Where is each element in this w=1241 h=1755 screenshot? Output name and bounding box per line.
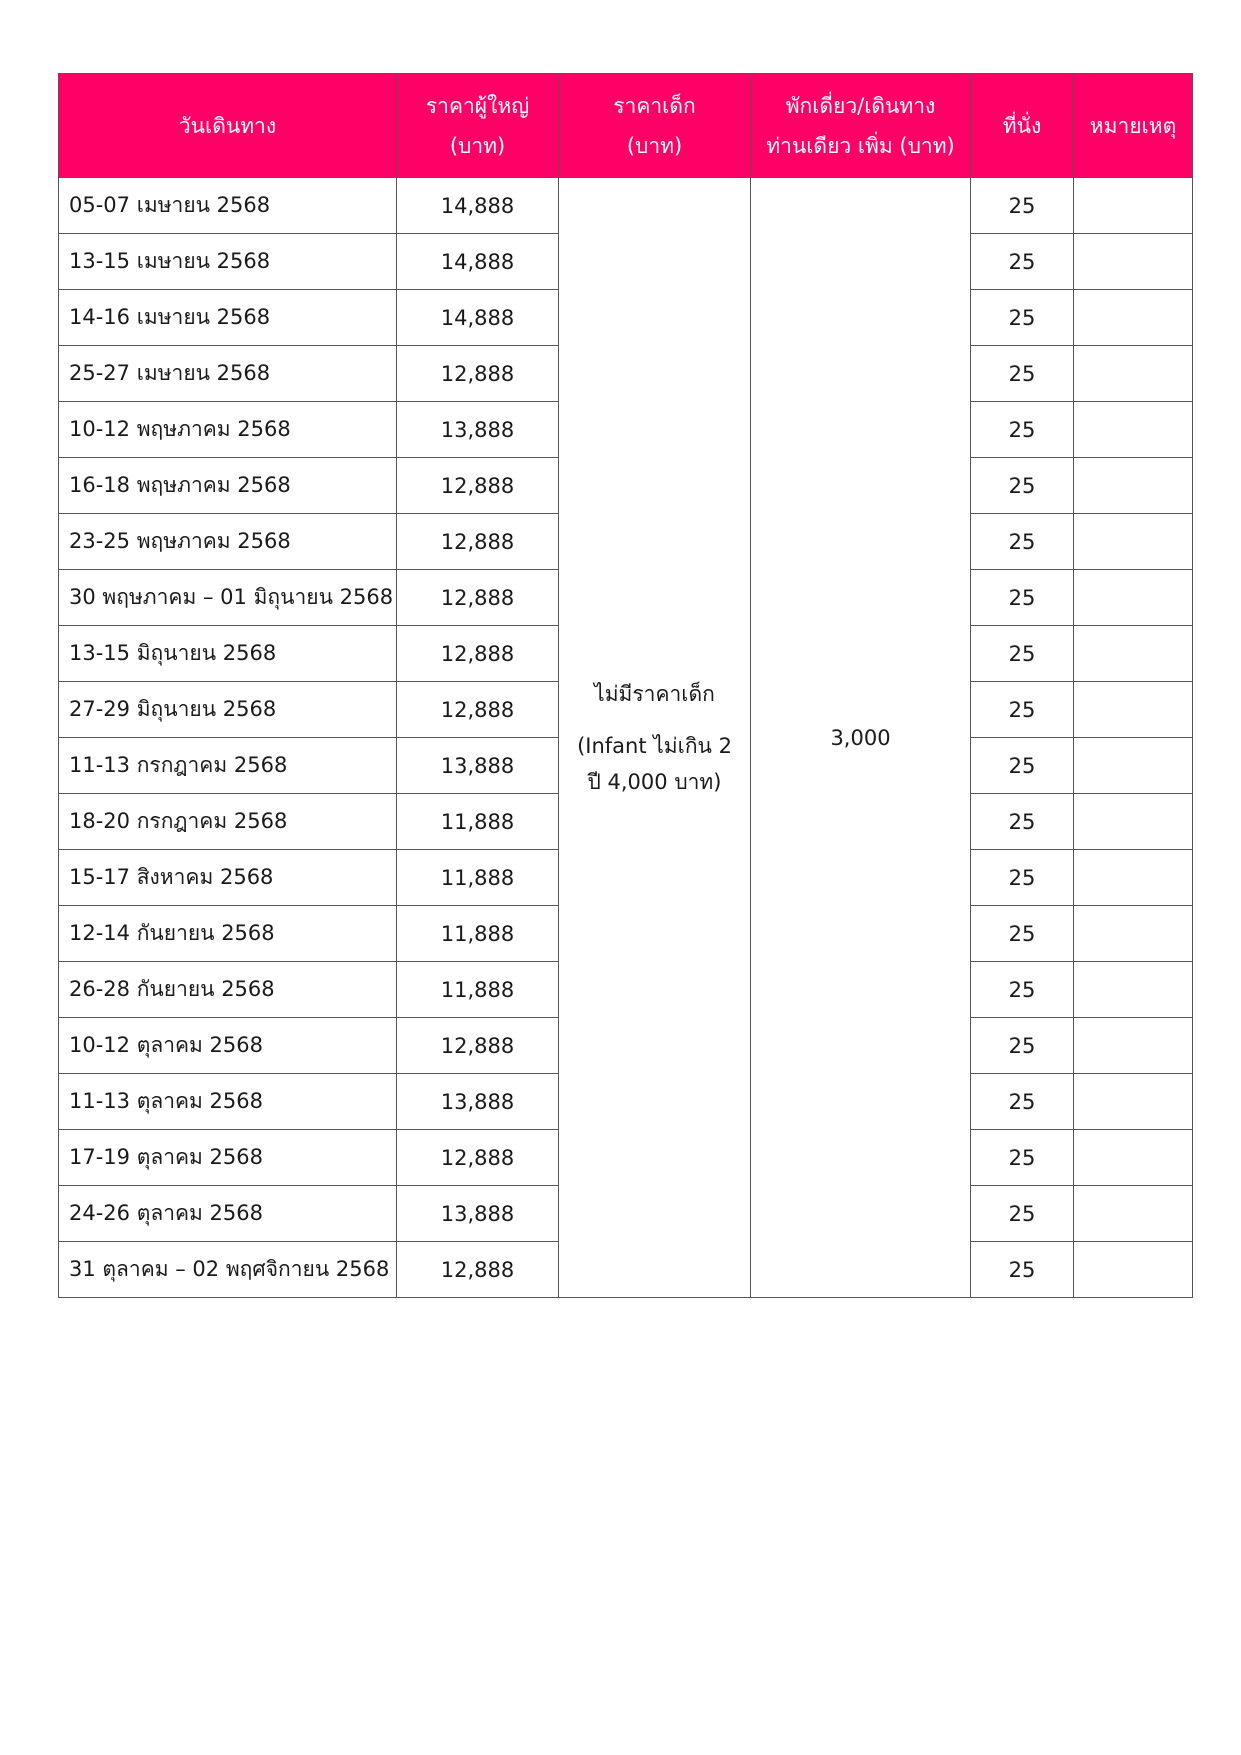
note-cell <box>1074 570 1193 626</box>
tour-price-table <box>58 73 1193 1298</box>
seats-cell: 25 <box>971 1074 1074 1130</box>
seats-cell: 25 <box>971 346 1074 402</box>
single-supplement-cell: 3,000 <box>751 178 971 1298</box>
seats-cell: 25 <box>971 290 1074 346</box>
seats-cell: 25 <box>971 1018 1074 1074</box>
note-cell <box>1074 458 1193 514</box>
travel-date-cell: 14-16 เมษายน 2568 <box>59 290 397 346</box>
note-cell <box>1074 906 1193 962</box>
header-travel-date <box>59 74 397 178</box>
adult-price-cell: 11,888 <box>397 906 559 962</box>
note-cell <box>1074 850 1193 906</box>
seats-cell: 25 <box>971 1130 1074 1186</box>
travel-date-cell: 16-18 พฤษภาคม 2568 <box>59 458 397 514</box>
child-price-cell <box>559 178 751 1298</box>
adult-price-cell: 14,888 <box>397 290 559 346</box>
travel-date-cell: 18-20 กรกฎาคม 2568 <box>59 794 397 850</box>
note-cell <box>1074 1186 1193 1242</box>
adult-price-cell: 12,888 <box>397 346 559 402</box>
travel-date-cell: 10-12 พฤษภาคม 2568 <box>59 402 397 458</box>
adult-price-cell: 12,888 <box>397 682 559 738</box>
travel-date-cell: 05-07 เมษายน 2568 <box>59 178 397 234</box>
note-cell <box>1074 1242 1193 1298</box>
travel-date-cell: 23-25 พฤษภาคม 2568 <box>59 514 397 570</box>
travel-date-cell: 12-14 กันยายน 2568 <box>59 906 397 962</box>
note-cell <box>1074 682 1193 738</box>
seats-cell: 25 <box>971 850 1074 906</box>
note-cell <box>1074 290 1193 346</box>
travel-date-cell: 27-29 มิถุนายน 2568 <box>59 682 397 738</box>
travel-date-cell: 10-12 ตุลาคม 2568 <box>59 1018 397 1074</box>
header-note-label: หมายเหตุ <box>1089 113 1177 138</box>
travel-date-cell: 25-27 เมษายน 2568 <box>59 346 397 402</box>
seats-cell: 25 <box>971 962 1074 1018</box>
note-cell <box>1074 178 1193 234</box>
adult-price-cell: 12,888 <box>397 514 559 570</box>
adult-price-cell: 14,888 <box>397 178 559 234</box>
travel-date-cell: 13-15 มิถุนายน 2568 <box>59 626 397 682</box>
adult-price-cell: 12,888 <box>397 1130 559 1186</box>
travel-date-cell: 11-13 ตุลาคม 2568 <box>59 1074 397 1130</box>
note-cell <box>1074 626 1193 682</box>
seats-cell: 25 <box>971 402 1074 458</box>
table-header <box>59 74 1193 178</box>
adult-price-cell: 12,888 <box>397 570 559 626</box>
header-adult-price-label: ราคาผู้ใหญ่ <box>425 93 530 118</box>
travel-date-cell: 11-13 กรกฎาคม 2568 <box>59 738 397 794</box>
seats-cell: 25 <box>971 794 1074 850</box>
header-child-price-unit: (บาท) <box>626 133 683 158</box>
travel-date-cell: 30 พฤษภาคม – 01 มิถุนายน 2568 <box>59 570 397 626</box>
header-adult-price-unit: (บาท) <box>449 133 506 158</box>
seats-cell: 25 <box>971 682 1074 738</box>
adult-price-cell: 13,888 <box>397 738 559 794</box>
infant-price-note: (Infant ไม่เกิน 2 ปี 4,000 บาท) <box>577 733 732 794</box>
note-cell <box>1074 794 1193 850</box>
note-cell <box>1074 234 1193 290</box>
travel-date-cell: 31 ตุลาคม – 02 พฤศจิกายน 2568 <box>59 1242 397 1298</box>
adult-price-cell: 12,888 <box>397 458 559 514</box>
adult-price-cell: 12,888 <box>397 1242 559 1298</box>
header-single-supplement <box>751 74 971 178</box>
note-cell <box>1074 738 1193 794</box>
header-note <box>1074 74 1193 178</box>
table-row <box>59 178 1193 234</box>
note-cell <box>1074 1074 1193 1130</box>
seats-cell: 25 <box>971 458 1074 514</box>
adult-price-cell: 13,888 <box>397 1186 559 1242</box>
seats-cell: 25 <box>971 570 1074 626</box>
note-cell <box>1074 962 1193 1018</box>
seats-cell: 25 <box>971 178 1074 234</box>
header-row <box>59 74 1193 178</box>
travel-date-cell: 13-15 เมษายน 2568 <box>59 234 397 290</box>
note-cell <box>1074 346 1193 402</box>
seats-cell: 25 <box>971 906 1074 962</box>
note-cell <box>1074 402 1193 458</box>
header-adult-price <box>397 74 559 178</box>
adult-price-cell: 11,888 <box>397 962 559 1018</box>
seats-cell: 25 <box>971 234 1074 290</box>
travel-date-cell: 24-26 ตุลาคม 2568 <box>59 1186 397 1242</box>
travel-date-cell: 26-28 กันยายน 2568 <box>59 962 397 1018</box>
travel-date-cell: 17-19 ตุลาคม 2568 <box>59 1130 397 1186</box>
seats-cell: 25 <box>971 1186 1074 1242</box>
no-child-price-text: ไม่มีราคาเด็ก <box>594 681 715 706</box>
header-child-price <box>559 74 751 178</box>
header-single-supplement-unit: ท่านเดียว เพิ่ม (บาท) <box>766 133 955 158</box>
adult-price-cell: 12,888 <box>397 626 559 682</box>
header-seats <box>971 74 1074 178</box>
adult-price-cell: 14,888 <box>397 234 559 290</box>
seats-cell: 25 <box>971 514 1074 570</box>
header-single-supplement-label: พักเดี่ยว/เดินทาง <box>785 93 936 118</box>
adult-price-cell: 13,888 <box>397 402 559 458</box>
header-travel-date-label: วันเดินทาง <box>178 113 277 138</box>
note-cell <box>1074 514 1193 570</box>
travel-date-cell: 15-17 สิงหาคม 2568 <box>59 850 397 906</box>
header-seats-label: ที่นั่ง <box>1002 113 1042 138</box>
header-child-price-label: ราคาเด็ก <box>613 93 696 118</box>
note-cell <box>1074 1018 1193 1074</box>
seats-cell: 25 <box>971 1242 1074 1298</box>
seats-cell: 25 <box>971 626 1074 682</box>
adult-price-cell: 11,888 <box>397 794 559 850</box>
table-body <box>59 178 1193 1298</box>
adult-price-cell: 11,888 <box>397 850 559 906</box>
note-cell <box>1074 1130 1193 1186</box>
seats-cell: 25 <box>971 738 1074 794</box>
adult-price-cell: 12,888 <box>397 1018 559 1074</box>
adult-price-cell: 13,888 <box>397 1074 559 1130</box>
